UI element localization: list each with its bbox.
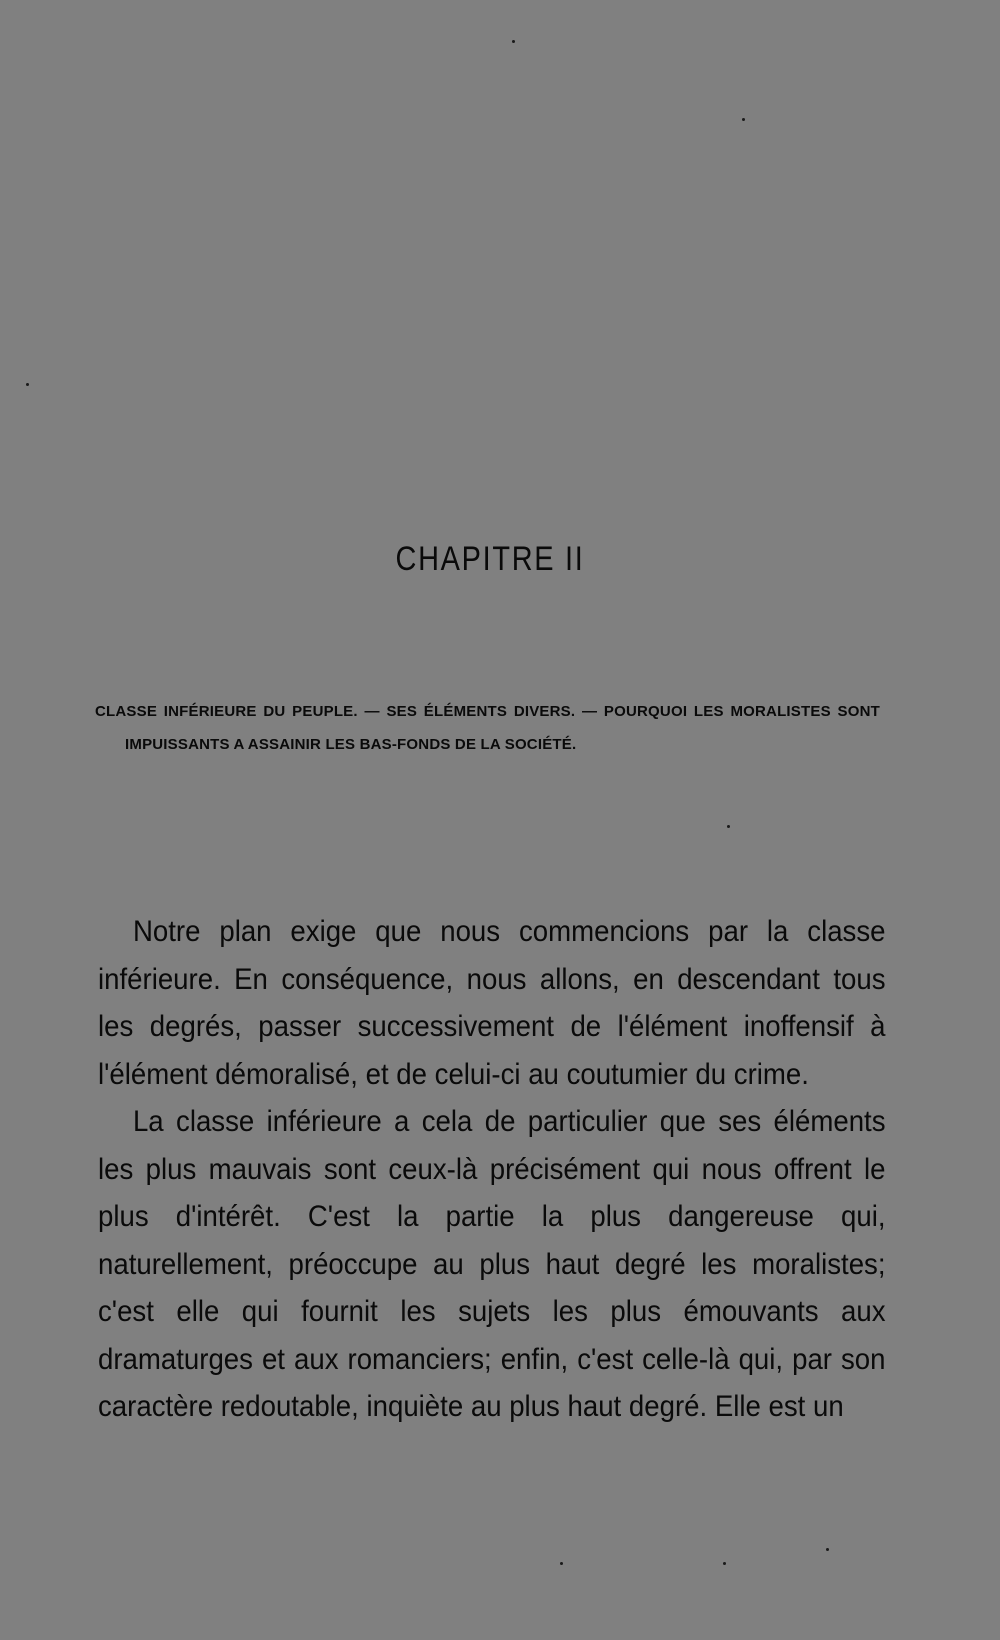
scan-speck (560, 1562, 563, 1565)
chapter-summary-text: CLASSE INFÉRIEURE DU PEUPLE. — SES ÉLÉMENTS DIVERS. — POURQUOI LES MORALISTES SONT IMPUISSANTS A ASSAINIR LES BAS-FONDS DE LA SOCIÉTÉ. (95, 703, 880, 753)
paragraph-1: Notre plan exige que nous commencions par la classe inférieure. En conséquence, nous allons, en descendant tous les degrés, passer successivement de l'élément inoffensif à l'élément démoralisé, et de celui-ci au coutumier du crime. (98, 915, 886, 1091)
scan-speck (723, 1562, 726, 1565)
scan-speck (512, 40, 515, 43)
scan-speck (727, 825, 730, 828)
chapter-summary (95, 695, 880, 761)
body-text (98, 908, 886, 1431)
chapter-title: CHAPITRE II (395, 540, 585, 578)
scan-speck (742, 118, 745, 121)
scan-speck (826, 1548, 829, 1551)
scan-speck (26, 383, 29, 386)
paragraph-2: La classe inférieure a cela de particulier que ses éléments les plus mauvais sont ceux-là précisément qui nous offrent le plus d'intérêt. C'est la partie la plus dangereuse qui, naturellement, préoccupe au plus haut degré les moralistes; c'est elle qui fournit les sujets les plus émouvants aux dramaturges et aux romanciers; enfin, c'est celle-là qui, par son caractère redoutable, inquiète au plus haut degré. Elle est un (98, 1105, 886, 1423)
